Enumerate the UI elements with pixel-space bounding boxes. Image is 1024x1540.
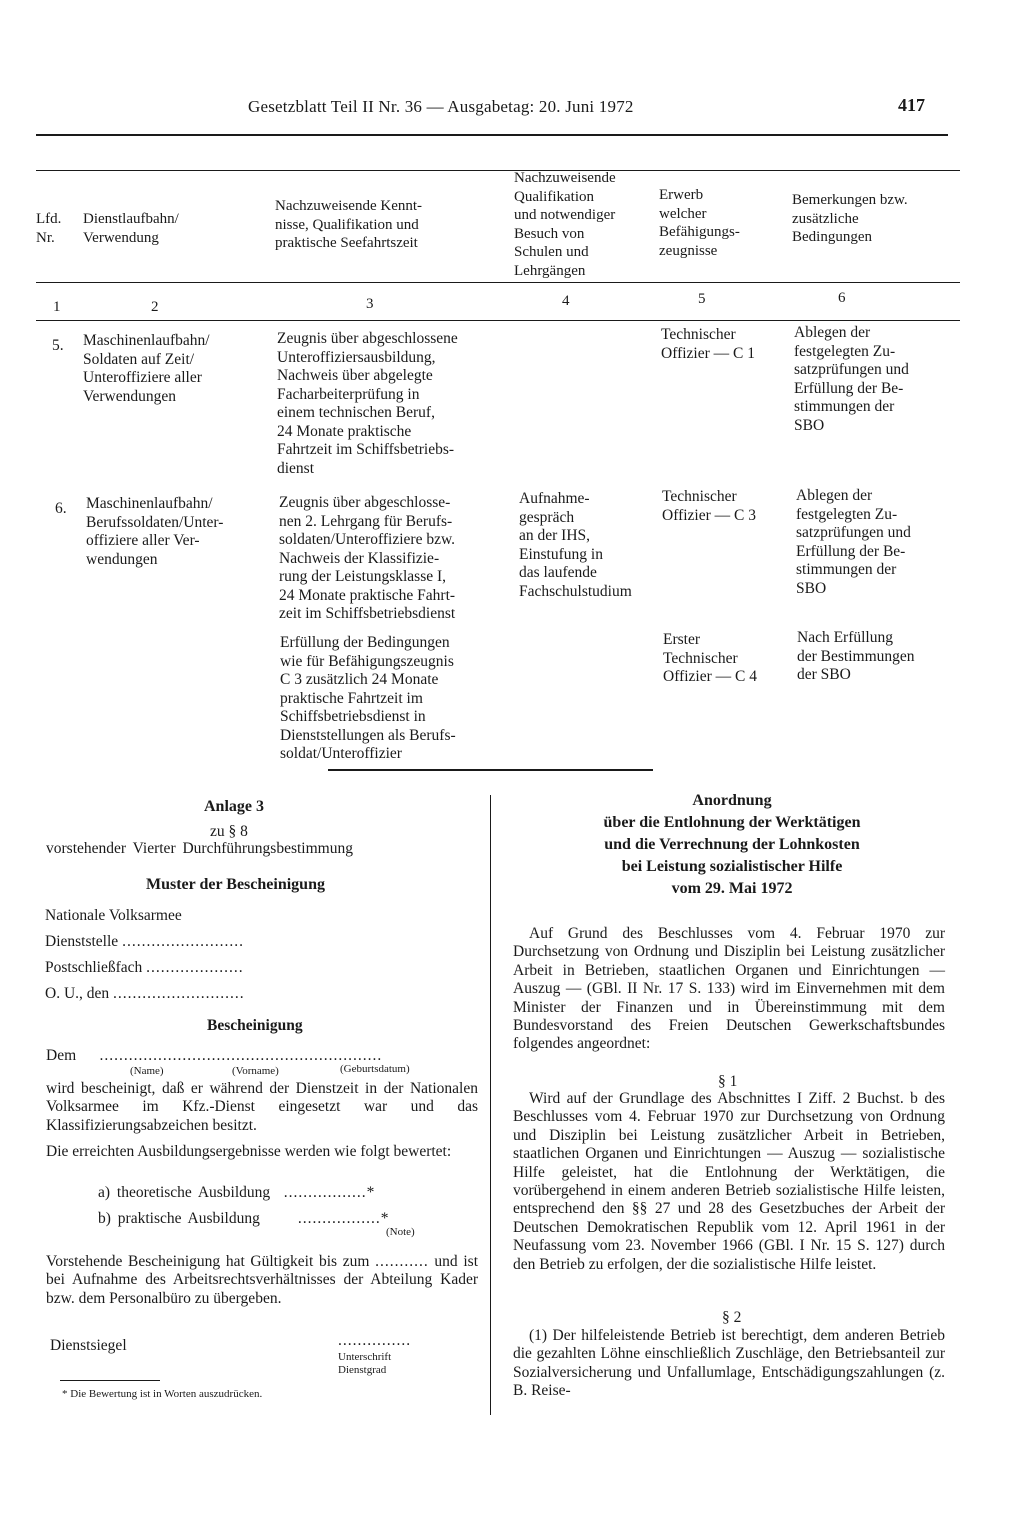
row6-zeugnis-b [663, 631, 757, 687]
text-line: Aufnahme- [519, 490, 590, 507]
col6-header [792, 191, 908, 247]
row5-kenntnisse [277, 330, 458, 478]
section-1-title: § 1 [718, 1073, 738, 1090]
postfach-label: Postschließfach [45, 959, 143, 976]
text-line: Offizier — C 3 [662, 506, 756, 524]
gueltigkeit-rest: und ist bei Aufnahme des Arbeitsrechtsverhältnisses der Abteilung Kader bzw. dem Personalbüro zu übergeben. [46, 1253, 478, 1307]
item-a-field [98, 1184, 375, 1203]
page-number: 417 [898, 95, 925, 115]
anordnung-title-line-1: Anordnung [692, 792, 772, 809]
text-line: C 3 zusätzlich 24 Monate [280, 671, 439, 688]
text-line: dienst [277, 459, 315, 477]
bescheinigung-title: Bescheinigung [207, 1017, 303, 1034]
text-line: stimmungen der [794, 398, 895, 415]
row6-kenntnisse-b [280, 634, 456, 764]
org-name: Nationale Volksarmee [45, 907, 182, 924]
text-line: Lehrgängen [514, 262, 586, 279]
anordnung-title-line-3: und die Verrechnung der Lohnkosten [604, 836, 860, 853]
column-divider [490, 795, 491, 1415]
dienststelle-blank: ......................... [122, 933, 244, 950]
col5-header [659, 186, 740, 260]
col-number-3: 3 [366, 296, 374, 312]
text-line: und notwendiger [514, 207, 616, 223]
anordnung-title-line-5: vom 29. Mai 1972 [671, 880, 793, 897]
col-number-1: 1 [53, 299, 61, 315]
text-line: Fahrtzeit im Schiffsbetriebs- [277, 441, 455, 458]
text-line: offiziere aller Ver- [86, 532, 200, 549]
gueltigkeit-prefix: Vorstehende Bescheinigung hat Gültigkeit bis zum [46, 1253, 370, 1270]
text-line: Schiffsbetriebsdienst in [280, 708, 426, 725]
text-line: nisse, Qualifikation und [275, 216, 419, 233]
anordnung-title [512, 790, 952, 900]
dienstsiegel: Dienstsiegel [50, 1337, 127, 1354]
text-line: soldaten/Unteroffiziere bzw. [279, 531, 456, 548]
col4-header [514, 169, 616, 280]
muster-title: Muster der Bescheinigung [146, 876, 325, 893]
text-line: an der IHS, [519, 527, 591, 544]
text-line: SBO [796, 579, 827, 597]
row6-qualifikation [519, 490, 632, 601]
text-line: Verwendungen [83, 387, 176, 405]
preamble: Auf Grund des Beschlusses vom 4. Februar 1970 zur Durchsetzung von Ordnung und Disziplin bei Leistung zusätzlicher Arbeit in Betrieben, staatlichen Organen und Einrichtungen — Auszug — (GBl. II Nr. 17 S. 133) wird im Einvernehmen mit dem Minister der Finanzen und in Übereinstimmung mit dem Bundesvorstand des Freien Deutschen Gewerkschaftsbundes folgendes angeordnet: [513, 925, 945, 1053]
table-top-rule [36, 170, 960, 171]
col1-header [36, 210, 61, 247]
row6-bemerkungen-b [797, 629, 915, 685]
row6-kenntnisse-a [279, 494, 455, 624]
section-2-text: (1) Der hilfeleistende Betrieb ist berechtigt, dem anderen Betrieb die gezahlten Löhne einschließlich Zuschläge, den Betriebsanteil zur Sozialversicherung und Unfallumlage, Entschädigungszahlungen (z. B. Reise- [513, 1327, 945, 1400]
ort-label: O. U., den [45, 985, 110, 1002]
col-number-2: 2 [151, 299, 159, 315]
ort-blank: ........................... [113, 985, 245, 1002]
label-unterschrift: Unterschrift [338, 1351, 392, 1363]
text-line: Fachschulstudium [519, 582, 632, 600]
table-end-rule [328, 769, 653, 771]
row6-zeugnis-a [662, 488, 756, 525]
text-line: Unteroffiziere aller [83, 369, 202, 386]
col2-header [83, 210, 179, 247]
text-line: Technischer [662, 488, 737, 505]
text-line: Maschinenlaufbahn/ [86, 495, 213, 512]
dienststelle-label: Dienststelle [45, 933, 119, 950]
dienststelle-field [45, 933, 244, 952]
label-geburt: (Geburtsdatum) [340, 1063, 410, 1075]
label-vorname: (Vorname) [232, 1065, 279, 1077]
text-line: Dienstlaufbahn/ [83, 211, 179, 227]
label-dienstgrad: Dienstgrad [338, 1364, 387, 1376]
item-b-field [98, 1210, 389, 1229]
text-line: zeugnisse [659, 242, 718, 259]
gueltigkeit-text [46, 1253, 478, 1308]
text-line: wendungen [86, 550, 158, 568]
item-a-blank: .................* [274, 1184, 376, 1201]
row5-laufbahn [83, 332, 210, 406]
text-line: praktische Fahrtzeit im [280, 689, 423, 707]
dem-field [46, 1047, 382, 1066]
text-line: Soldaten auf Zeit/ [83, 350, 195, 368]
anlage-ref2: vorstehender Vierter Durchführungsbestimmung [46, 840, 353, 857]
text-line: Offizier — C 1 [661, 344, 755, 362]
text-line: praktische Seefahrtszeit [275, 235, 418, 251]
text-line: zeit im Schiffsbetriebsdienst [279, 605, 456, 622]
row6-bemerkungen-a [796, 487, 911, 598]
text-line: satzprüfungen und [796, 524, 911, 541]
text-line: Erfüllung der Bedingungen [280, 634, 450, 651]
footnote: * Die Bewertung ist in Worten auszudrücken. [62, 1388, 263, 1400]
text-line: Technischer [661, 326, 736, 343]
row5-bemerkungen [794, 324, 909, 435]
text-line: Verwendung [83, 229, 159, 246]
text-line: zusätzliche [792, 210, 859, 227]
text-line: Zeugnis über abgeschlosse- [279, 494, 451, 511]
text-line: Bedingungen [792, 229, 872, 245]
label-note: (Note) [386, 1226, 415, 1238]
text-line: rung der Leistungsklasse I, [279, 568, 447, 585]
text-line: das laufende [519, 564, 597, 581]
text-line: Ablegen der [796, 487, 873, 504]
anordnung-title-line-4: bei Leistung sozialistischer Hilfe [621, 858, 843, 875]
gueltigkeit-blank: ........... [375, 1253, 429, 1270]
text-line: Erfüllung der Be- [794, 379, 904, 397]
section-1-text: Wird auf der Grundlage des Abschnittes I Ziff. 2 Buchst. b des Beschlusses vom 4. Februar 1970 zur Durchsetzung von Ordnung und Disziplin bei Leistung zusätzlicher Arbeit in Betrieben, staatlichen Organen und Einrichtungen — Auszug — sozialistische Hilfe geleistet, hat die Entlohnung der Werktätigen, die vorübergehend in einem anderen Betrieb sozialistische Hilfe leisten, entsprechend den §§ 27 und 28 des Gesetzbuches der Arbeit der Deutschen Demokratischen Republik vom 12. April 1961 in der Neufassung vom 23. November 1966 (GBl. I Nr. 15 S. 127) durch den Betrieb zu erfolgen, der die sozialistische Hilfe leistet. [513, 1090, 945, 1273]
anlage-ref1: zu § 8 [210, 823, 248, 840]
text-line: stimmungen der [796, 561, 897, 578]
text-line: Nachzuweisende Kennt- [275, 198, 423, 214]
text-line: welcher [659, 205, 707, 222]
col-number-5: 5 [698, 291, 706, 307]
text-line: Erwerb [659, 187, 704, 203]
anlage-title: Anlage 3 [204, 798, 264, 815]
text-line: nen 2. Lehrgang für Berufs- [279, 512, 453, 530]
text-line: Zeugnis über abgeschlossene [277, 330, 458, 347]
footnote-rule [60, 1380, 160, 1381]
text-line: festgelegten Zu- [794, 342, 896, 360]
text-line: 24 Monate praktische Fahrt- [279, 586, 456, 604]
label-name: (Name) [130, 1065, 164, 1077]
postfach-field [45, 959, 244, 978]
item-b-label: b) praktische Ausbildung [98, 1210, 260, 1227]
text-line: wie für Befähigungszeugnis [280, 652, 454, 670]
text-line: Maschinenlaufbahn/ [83, 332, 210, 349]
text-line: Technischer [663, 649, 738, 667]
text-line: Nachzuweisende [514, 170, 616, 186]
text-line: Offizier — C 4 [663, 668, 757, 685]
text-line: Befähigungs- [659, 224, 740, 240]
col3-header [275, 197, 422, 253]
text-line: gespräch [519, 508, 575, 526]
text-line: der SBO [797, 666, 851, 683]
text-line: Nachweis über abgelegte [277, 367, 433, 384]
row5-number: 5. [52, 337, 64, 354]
text-line: 24 Monate praktische [277, 422, 412, 440]
bescheinigt-text: wird bescheinigt, daß er während der Dienstzeit in der Nationalen Volksarmee im Kfz.-Dienst eingesetzt war und das Klassifizierungsabzeichen besitzt. [46, 1080, 478, 1134]
text-line: Lfd. [36, 211, 62, 227]
item-a-label: a) theoretische Ausbildung [98, 1184, 271, 1201]
text-line: Erster [663, 631, 701, 648]
table-number-rule [36, 320, 960, 321]
text-line: einem technischen Beruf, [277, 404, 435, 421]
ergebnisse-text: Die erreichten Ausbildungsergebnisse werden wie folgt bewertet: [46, 1143, 452, 1160]
text-line: Unteroffiziersausbildung, [277, 348, 436, 366]
text-line: Berufssoldaten/Unter- [86, 513, 224, 531]
text-line: der Bestimmungen [797, 647, 915, 665]
text-line: Nr. [36, 229, 55, 246]
row6-laufbahn [86, 495, 223, 569]
text-line: Nach Erfüllung [797, 629, 893, 646]
postfach-blank: .................... [146, 959, 244, 976]
text-line: Besuch von [514, 225, 585, 242]
text-line: soldat/Unteroffizier [280, 745, 402, 762]
text-line: Erfüllung der Be- [796, 542, 906, 560]
text-line: satzprüfungen und [794, 361, 909, 378]
text-line: festgelegten Zu- [796, 505, 898, 523]
header-rule [36, 134, 948, 136]
text-line: Schulen und [514, 244, 589, 260]
col-number-6: 6 [838, 290, 846, 306]
text-line: Facharbeiterprüfung in [277, 385, 420, 403]
section-2-title: § 2 [722, 1309, 742, 1326]
text-line: Dienststellungen als Berufs- [280, 726, 456, 744]
anordnung-title-line-2: über die Entlohnung der Werktätigen [603, 814, 861, 831]
text-line: Qualifikation [514, 188, 594, 205]
table-header-rule [36, 282, 960, 283]
row5-zeugnis [661, 326, 755, 363]
dem-blank: .......................................................... [80, 1047, 383, 1064]
text-line: Ablegen der [794, 324, 871, 341]
dem-label: Dem [46, 1047, 77, 1064]
item-b-blank: .................* [263, 1210, 390, 1227]
text-line: SBO [794, 416, 825, 434]
signature-blank: ............... [338, 1332, 412, 1349]
text-line: Einstufung in [519, 545, 603, 563]
row6-number: 6. [55, 500, 67, 517]
text-line: Bemerkungen bzw. [792, 192, 908, 208]
text-line: Nachweis der Klassifizie- [279, 549, 440, 567]
ort-field [45, 985, 245, 1004]
col-number-4: 4 [562, 293, 570, 309]
running-title: Gesetzblatt Teil II Nr. 36 — Ausgabetag: 20. Juni 1972 [248, 97, 634, 116]
